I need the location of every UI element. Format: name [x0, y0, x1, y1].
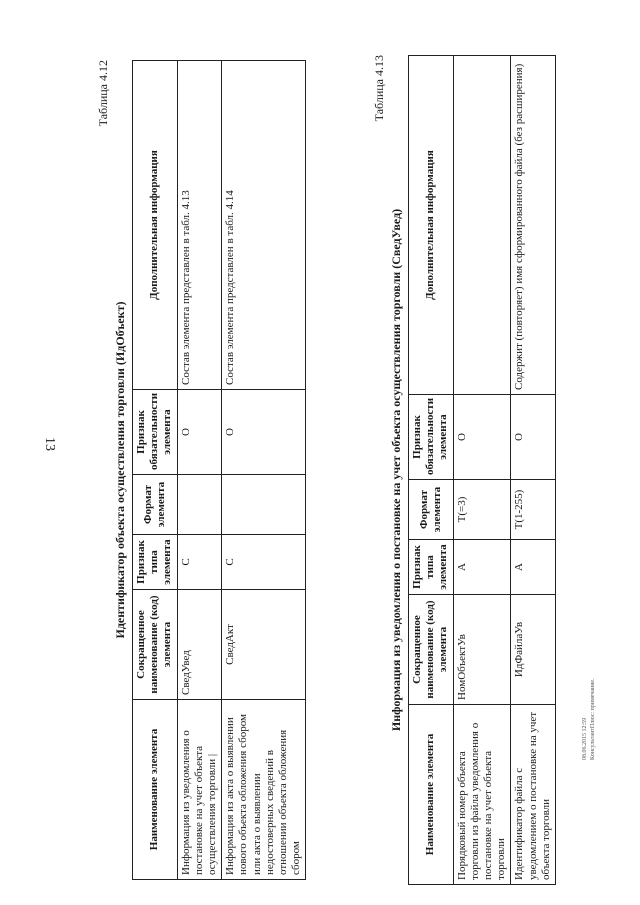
table-cell: СведАкт: [222, 590, 306, 700]
data-table: [132, 60, 306, 880]
header-cell: Дополнительная информация: [409, 56, 454, 395]
header-cell: Дополнительная информация: [133, 61, 178, 390]
table-cell: Содержит (повторяет) имя сформированного файла (без расширения): [511, 56, 556, 395]
table-cell: СведУвед: [177, 590, 222, 700]
table-cell: Порядковый номер объекта торговли из файла уведомления о постановке на учет объекта торговли: [453, 705, 511, 885]
table-cell: ИдФайлаУв: [511, 595, 556, 705]
table-cell: [453, 56, 511, 395]
header-cell: Признак типа элемента: [133, 535, 178, 590]
footer-line: 08.06.2015 12:59: [582, 717, 588, 760]
table-number: Таблица 4.13: [372, 55, 386, 122]
table-row: [453, 56, 511, 885]
footer-line: КонсультантПлюс: примечание.: [589, 678, 596, 760]
table-cell: [177, 475, 222, 535]
table-cell: О: [177, 390, 222, 475]
header-cell: Сокращенное наименование (код) элемента: [409, 595, 454, 705]
header-cell: Формат элемента: [133, 475, 178, 535]
table-cell: О: [222, 390, 306, 475]
header-row: [409, 56, 454, 885]
table-row: [222, 61, 306, 880]
table-caption: Идентификатор объекта осуществления торговли (ИдОбъект): [113, 301, 127, 639]
table-number: Таблица 4.12: [96, 60, 110, 127]
table-cell: Информация из акта о выявлении нового объекта обложения сбором или акта о выявлении недостоверных сведений в отношении объекта обложения сбором: [222, 700, 306, 880]
table-block-4-13: [372, 55, 556, 885]
table-cell: Состав элемента представлен в табл. 4.14: [222, 61, 306, 390]
table-cell: А: [453, 540, 511, 595]
table-cell: О: [453, 395, 511, 480]
header-cell: Наименование элемента: [409, 705, 454, 885]
header-cell: Признак типа элемента: [409, 540, 454, 595]
header-cell: Наименование элемента: [133, 700, 178, 880]
header-cell: Формат элемента: [409, 480, 454, 540]
table-cell: А: [511, 540, 556, 595]
table-row: [511, 56, 556, 885]
header-cell: Признак обязательности элемента: [133, 390, 178, 475]
table-cell: НомОбъектУв: [453, 595, 511, 705]
data-table: [408, 55, 556, 885]
header-cell: Сокращенное наименование (код) элемента: [133, 590, 178, 700]
header-row: [133, 61, 178, 880]
table-row: [177, 61, 222, 880]
table-cell: С: [222, 535, 306, 590]
page-number: 13: [42, 437, 57, 451]
page-footer: [582, 678, 598, 760]
table-cell: О: [511, 395, 556, 480]
table-cell: [222, 475, 306, 535]
table-cell: T(1-255): [511, 480, 556, 540]
table-cell: T(=3): [453, 480, 511, 540]
table-cell: С: [177, 535, 222, 590]
table-block-4-12: [96, 60, 306, 880]
header-cell: Признак обязательности элемента: [409, 395, 454, 480]
table-cell: Информация из уведомления о постановке на учет объекта осуществления торговли |: [177, 700, 222, 880]
table-caption: Информация из уведомления о постановке на учет объекта осуществления торговли (СведУвед): [389, 208, 403, 732]
table-cell: Состав элемента представлен в табл. 4.13: [177, 61, 222, 390]
table-cell: Идентификатор файла с уведомлением о постановке на учет объекта торговли: [511, 705, 556, 885]
